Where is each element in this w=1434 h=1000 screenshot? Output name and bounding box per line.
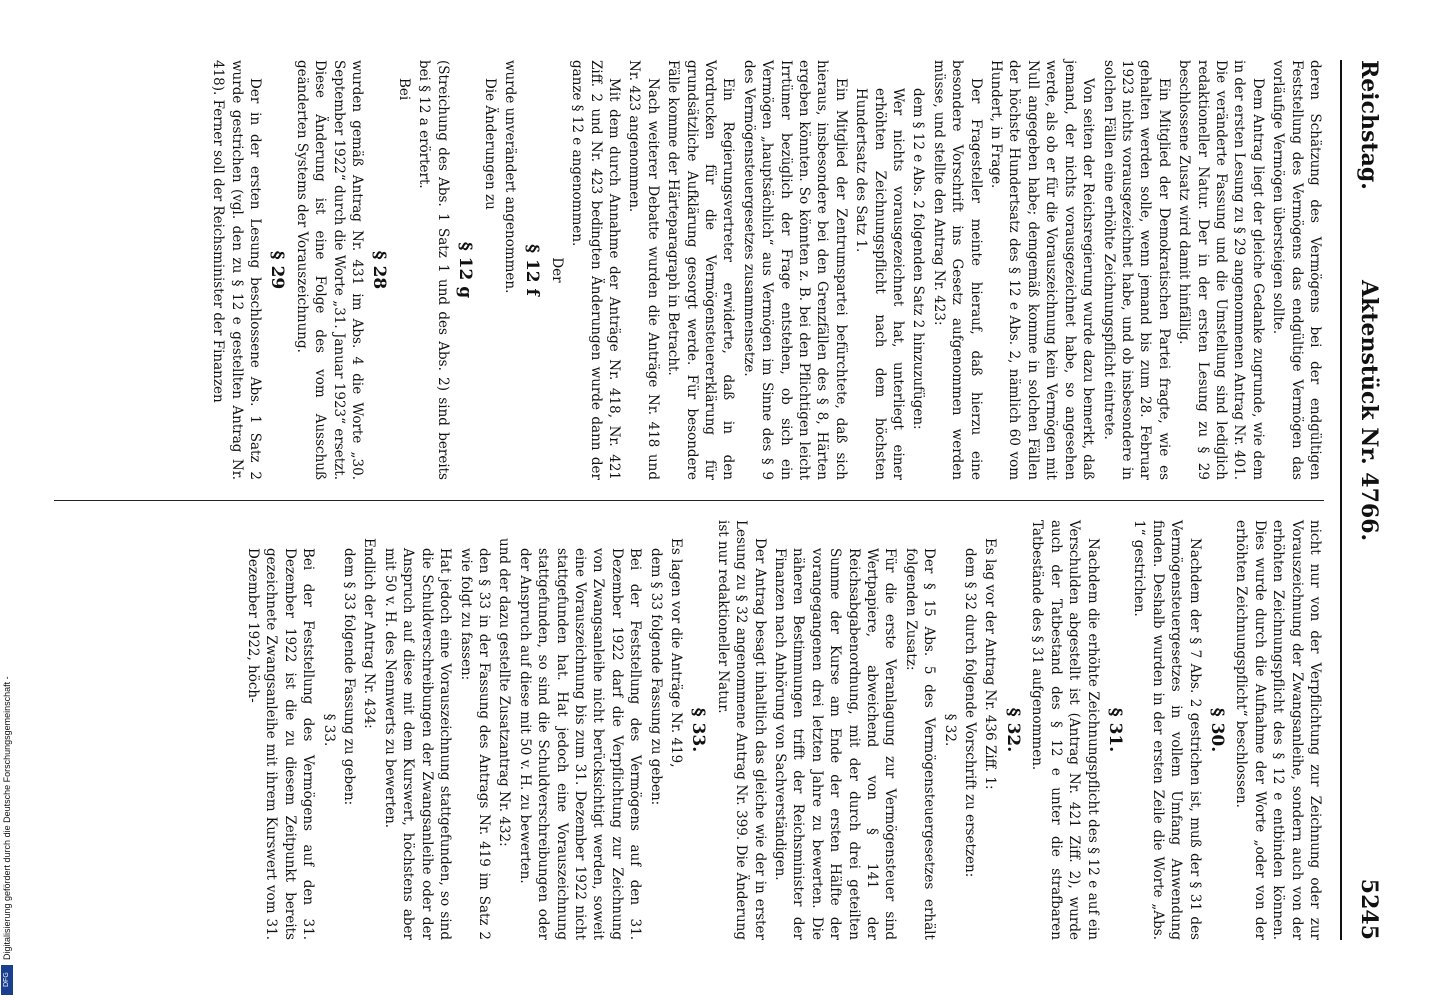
paragraph: Hat jedoch eine Vorauszeichnung stattgefunden, so sind die Schuldverschreibungen der Zwangsanleihe oder der Anspruch auf diese mit dem Kurswert, höchstens aber mit 50 v. H. des Nennwerts zu bewerten. — [381, 548, 454, 940]
paragraph: § 32. — [941, 713, 958, 747]
paragraph: Endlich der Antrag Nr. 434: — [361, 538, 378, 729]
dfg-logo: DFG — [1, 965, 13, 995]
paragraph: (Streichung des Abs. 1 Satz 1 und des Abs. 2) sind bereits bei § 12 a erörtert. — [416, 60, 451, 480]
section-heading: § 33. — [688, 707, 709, 753]
running-header — [1348, 60, 1388, 940]
header-rule — [1340, 60, 1342, 940]
paragraph: Der in der ersten Lesung beschlossene Abs. 1 Satz 2 wurde gestrichen (vgl. den zu § 12 e gestellten Antrag Nr. 418). Ferner soll der Reichsminister der Finanzen — [210, 60, 264, 480]
paragraph: § 33. — [320, 713, 337, 747]
paragraph: Der § 15 Abs. 5 des Vermögensteuergesetzes erhält folgenden Zusatz: — [902, 548, 938, 940]
paragraph: deren Schätzung des Vermögens bei der endgültigen Feststellung des Vermögens das endgültige Vermögen das vorläufige Vermögen übersteigen sollte. — [1270, 60, 1323, 480]
section-heading: § 28 — [369, 250, 390, 290]
column-divider — [54, 500, 1324, 501]
paragraph: dem § 33 folgende Fassung zu geben: — [647, 548, 664, 806]
paragraph: Für die erste Veranlagung zur Vermögensteuer sind Wertpapiere, abweichend von § 141 der Reichsabgabenordnung, mit der durch drei geteilten Summe der Kurse am Ende der ersten Hälfte der vorangegangenen drei letzten Jahre zu bewerten. Die näheren Bestimmungen trifft der Reichsminister der Finanzen nach Anhörung von Sachverständigen. — [772, 548, 899, 940]
paragraph: wurde unverändert angenommen. — [501, 60, 518, 294]
paragraph: und der dazu gestellte Zusatzantrag Nr. 432: — [496, 538, 513, 847]
paragraph: Der Fragesteller meinte hierauf, daß hierzu eine besondere Vorschrift ins Gesetz aufgenommen werden müsse, und stellte den Antrag Nr. 423: — [930, 60, 984, 480]
paragraph: Die Änderungen zu — [481, 78, 498, 210]
paragraph: Es lagen vor die Anträge Nr. 419, — [668, 538, 684, 768]
left-column — [207, 60, 1324, 480]
section-heading: § 32. — [1002, 707, 1023, 753]
paragraph: Von seiten der Reichsregierung wurde dazu bemerkt, daß jemand, der nichts vorausgezeichnet habe, so angesehen werde, als ob er für die Vorauszeichnung kein Vermögen mit Null angegeben habe; demgemäß komme in solchen Fällen der höchste Hundertsatz des § 12 e Abs. 2, nämlich 60 vom Hundert, in Frage. — [988, 60, 1097, 480]
paragraph: dem § 32 durch folgende Vorschrift zu ersetzen: — [962, 548, 979, 878]
section-heading: § 30. — [1206, 707, 1227, 753]
section-heading: § 31. — [1104, 707, 1125, 753]
paragraph: Nachdem der § 7 Abs. 2 gestrichen ist, muß der § 31 des Vermögensteuergesetzes in vollem Umfang Anwendung finden. Deshalb wurden in der ersten Zeile die Worte „Abs. 1“ gestrichen. — [1131, 520, 1203, 940]
paragraph: Dem Antrag liegt der gleiche Gedanke zugrunde, wie dem in der ersten Lesung zu § 29 angenommenen Antrag Nr. 401. Die veränderte Fassung und die Umstellung sind lediglich redaktioneller Natur. Der in der ersten Lesung zu § 29 beschlossene Zusatz wird damit hinfällig. — [1176, 60, 1266, 480]
paragraph: Ein Mitglied der Demokratischen Partei fragte, wie es gehalten werden solle, wenn jemand bis zum 28. Februar 1923 nichts vorausgezeichnet habe, und ob insbesondere in solchen Fällen eine erhöhte Zeichnungspflicht eintrete. — [1100, 60, 1172, 480]
paragraph: Mit dem durch Annahme der Anträge Nr. 418, Nr. 421 Ziff. 2 und Nr. 423 bedingten Änderungen wurde dann der ganze § 12 e angenommen. — [569, 60, 622, 480]
paragraph: wurden gemäß Antrag Nr. 431 im Abs. 4 die Worte „30. September 1922“ durch die Worte „31. Januar 1923“ ersetzt. Diese Änderung ist eine Folge des vom Ausschuß geänderten Systems der Vorauszeichnung. — [293, 60, 366, 480]
section-heading: § 12 f — [522, 244, 543, 296]
paragraph: den § 33 in der Fassung des Antrags Nr. 419 im Satz 2 wie folgt zu fassen: — [457, 548, 492, 940]
paragraph: Es lag vor der Antrag Nr. 436 Ziff. 1: — [982, 538, 999, 790]
paragraph: Der Antrag besagt inhaltlich das gleiche wie der in erster Lesung zu § 32 angenommene Antrag Nr. 399. Die Änderung ist nur redaktioneller Natur. — [714, 520, 768, 940]
paragraph: Nach weiterer Debatte wurden die Anträge Nr. 418 und Nr. 423 angenommen. — [626, 60, 661, 480]
paragraph: dem § 33 folgende Fassung zu geben: — [341, 548, 358, 806]
paragraph: Ein Mitglied der Zentrumspartei befürchtete, daß sich hieraus, insbesondere bei den Grenzfällen des § 8, Härten ergeben könnten. So könnten z. B. bei den Pflichtigen leicht Irrtümer bezüglich der Frage entstehen, ob sich ein Vermögen „hauptsächlich“ aus Vermögen im Sinne des § 9 des Vermögensteuergesetzes zusammensetze. — [740, 60, 849, 480]
paragraph: Bei der Feststellung des Vermögens auf den 31. Dezember 1922 darf die Verpflichtung zur Zeichnung von Zwangsanleihe nicht berücksichtigt werden, soweit eine Vorauszeichnung bis zum 31. Dezember 1922 nicht stattgefunden hat. Hat jedoch eine Vorauszeichnung stattgefunden, so sind die Schuldverschreibungen oder der Anspruch auf diese mit 50 v. H. zu bewerten. — [516, 548, 644, 940]
paragraph: Bei — [395, 78, 412, 101]
header-document-number: Aktenstück Nr. 4766. — [1356, 280, 1382, 542]
section-heading: § 12 g — [455, 241, 476, 299]
paragraph: Der — [548, 257, 565, 283]
paragraph: Bei der Feststellung des Vermögens auf den 31. Dezember 1922 ist die zu diesem Zeitpunkt bereits gezeichnete Zwangsanleihe mit ihrem Kurswert vom 31. Dezember 1922, höch- — [245, 548, 317, 940]
paragraph: Nachdem die erhöhte Zeichnungspflicht des § 12 e auf ein Verschulden abgestellt ist (Antrag Nr. 421 Ziff. 2), wurde auch der Tatbestand des § 12 e unter die strafbaren Tatbestände des § 31 aufgenommen. — [1029, 520, 1101, 940]
paragraph: dem § 12 e Abs. 2 folgenden Satz 2 hinzuzufügen: — [910, 88, 927, 430]
header-chamber: Reichstag. — [1356, 60, 1382, 190]
paragraph: nicht nur von der Verpflichtung zur Zeichnung oder zur Vorauszeichnung der Zwangsanleihe, sondern auch von der erhöhten Zeichnungspflicht des § 12 e entbinden können. Dies wurde durch die Aufnahme der Worte „oder von der erhöhten Zeichnungspflicht“ beschlossen. — [1233, 520, 1323, 940]
paragraph: Ein Regierungsvertreter erwiderte, daß in den Vordrucken für die Vermögensteuererklärung für grundsätzliche Aufklärung gesorgt werde. Für besondere Fälle komme der Härteparagraph in Betracht. — [665, 60, 737, 480]
page-number: 5245 — [1356, 878, 1382, 940]
digitization-credit: Digitalisierung gefördert durch die Deutsche Forschungsgemeinschaft - — [2, 676, 12, 960]
right-column — [242, 520, 1324, 940]
paragraph: Wer nichts vorausgezeichnet hat, unterliegt einer erhöhten Zeichnungspflicht nach dem höchsten Hundertsatz des Satz 1. — [853, 88, 907, 480]
section-heading: § 29 — [267, 250, 288, 290]
